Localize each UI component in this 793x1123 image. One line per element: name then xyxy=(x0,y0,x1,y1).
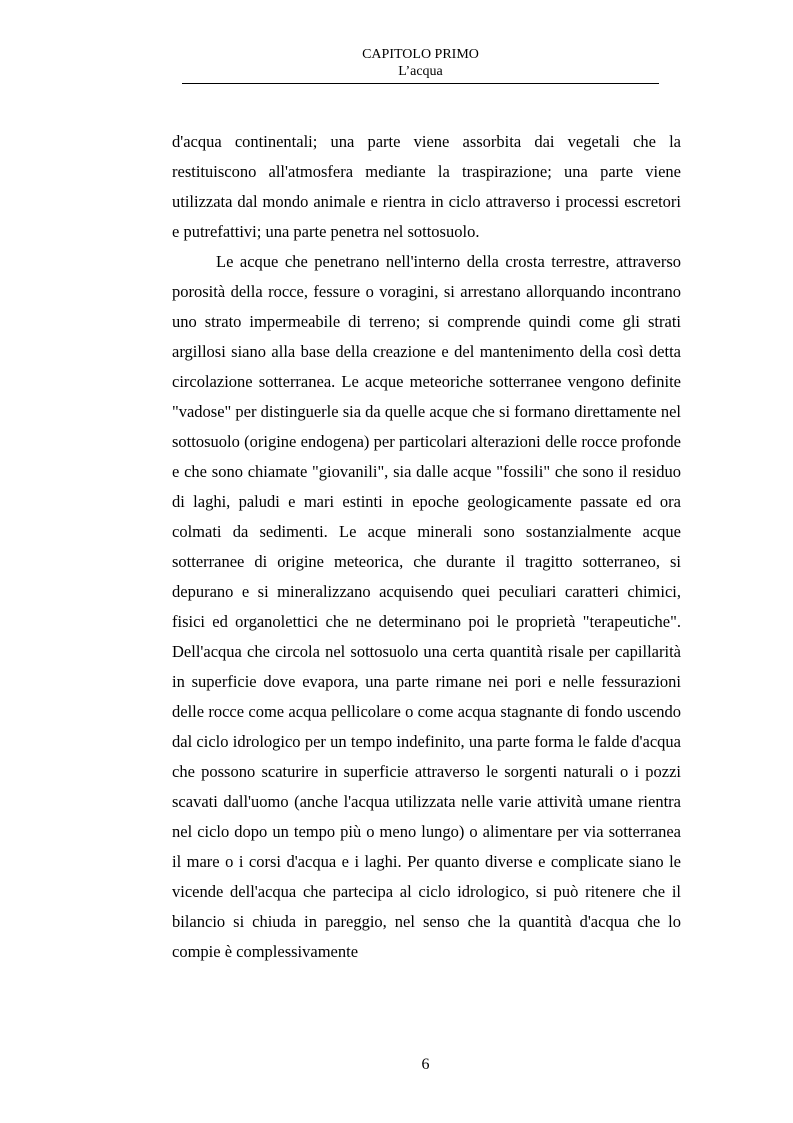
chapter-title: CAPITOLO PRIMO xyxy=(362,47,479,62)
chapter-subtitle: L’acqua xyxy=(398,64,443,79)
paragraph: d'acqua continentali; una parte viene assorbita dai vegetali che la restituiscono all'atmosfera mediante la traspirazione; una parte viene utilizzata dal mondo animale e rientra in ciclo attraverso i processi escretori e putrefattivi; una parte penetra nel sottosuolo. xyxy=(172,132,681,241)
header-divider xyxy=(182,83,659,84)
running-header xyxy=(182,46,659,80)
body-text xyxy=(172,127,681,967)
paragraph: Le acque che penetrano nell'interno della crosta terrestre, attraverso porosità della rocce, fessure o voragini, si arrestano allorquando incontrano uno strato impermeabile di terreno; si comprende quindi come gli strati argillosi siano alla base della creazione e del mantenimento della così detta circolazione sotterranea. Le acque meteoriche sotterranee vengono definite "vadose" per distinguerle sia da quelle acque che si formano direttamente nel sottosuolo (origine endogena) per particolari alterazioni delle rocce profonde e che sono chiamate "giovanili", sia dalle acque "fossili" che sono il residuo di laghi, paludi e mari estinti in epoche geologicamente passate ed ora colmati da sedimenti. Le acque minerali sono sostanzialmente acque sotterranee di origine meteorica, che durante il tragitto sotterraneo, si depurano e si mineralizzano acquisendo quei peculiari caratteri chimici, fisici ed organolettici che ne determinano poi le proprietà "terapeutiche". Dell'acqua che circola nel sottosuolo una certa quantità risale per capillarità in superficie dove evapora, una parte rimane nei pori e nelle fessurazioni delle rocce come acqua pellicolare o come acqua stagnante di fondo uscendo dal ciclo idrologico per un tempo indefinito, una parte forma le falde d'acqua che possono scaturire in superficie attraverso le sorgenti naturali o i pozzi scavati dall'uomo (anche l'acqua utilizzata nelle varie attività umane rientra nel ciclo dopo un tempo più o meno lungo) o alimentare per via sotterranea il mare o i corsi d'acqua e i laghi. Per quanto diverse e complicate siano le vicende dell'acqua che partecipa al ciclo idrologico, si può ritenere che il bilancio si chiuda in pareggio, nel senso che la quantità d'acqua che lo compie è complessivamente xyxy=(172,252,681,961)
page-number: 6 xyxy=(421,1056,430,1073)
